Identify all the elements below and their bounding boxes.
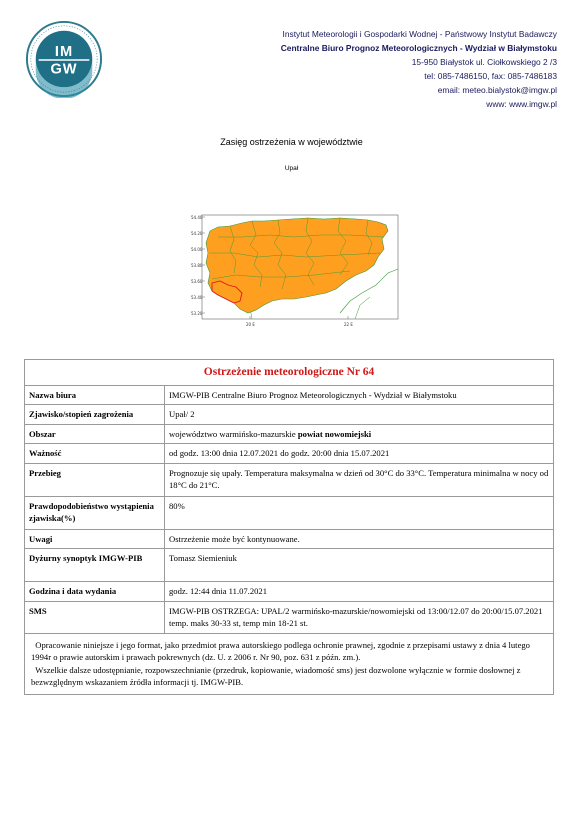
table-row (25, 496, 554, 529)
y-tick-label: 53.40 (191, 295, 203, 300)
y-tick-label: 54.20 (191, 231, 203, 236)
svg-text:GW: GW (50, 61, 78, 78)
copyright-text: Opracowanie niniejsze i jego format, jako przedmiot prawa autorskiego podlega ochronie prawnej, zgodnie z przepisami ustawy z dnia 4 lutego 1994r o prawie autorskim i prawach pokrewnych (dz. U. z 2006 r. Nr 90, poz. 631 z późn. zm.). (31, 639, 530, 662)
header-address: 15-950 Białystok ul. Ciołkowskiego 2 /3 (411, 57, 557, 67)
x-tick-label: 20 E (246, 322, 255, 327)
row-label: Obszar (25, 424, 165, 444)
x-tick-label: 22 E (344, 322, 353, 327)
table-row (25, 405, 554, 425)
row-label: SMS (25, 601, 165, 633)
row-label: Dyżurny synoptyk IMGW-PIB (25, 549, 165, 582)
header-institute-name: Instytut Meteorologii i Gospodarki Wodnej - Państwowy Instytut Badawczy (282, 29, 557, 39)
row-label: Przebieg (25, 463, 165, 496)
row-label: Ważność (25, 444, 165, 464)
table-row (25, 549, 554, 582)
table-row (25, 601, 554, 633)
area-region: województwo warmińsko-mazurskie (169, 428, 296, 439)
y-tick-label: 54.40 (191, 215, 203, 220)
row-value: Prognozuje się upały. Temperatura maksymalna w dzień od 30°C do 33°C. Temperatura minimalna w nocy od 18°C do 21°C. (165, 463, 554, 496)
svg-text:IM: IM (54, 44, 74, 61)
table-row (25, 582, 554, 602)
copyright-notice (25, 633, 554, 694)
table-row (25, 463, 554, 496)
table-row (25, 385, 554, 405)
warning-table (24, 359, 554, 695)
warning-area-map (190, 213, 400, 331)
row-value: Upał/ 2 (165, 405, 554, 425)
map-subtitle: Upał (284, 165, 299, 172)
row-value: od godz. 13:00 dnia 12.07.2021 do godz. 20:00 dnia 15.07.2021 (165, 444, 554, 464)
header-bureau-name: Centralne Biuro Prognoz Meteorologicznych - Wydział w Białymstoku (280, 43, 557, 53)
y-tick-label: 54.00 (191, 247, 203, 252)
table-row (25, 444, 554, 464)
table-row (25, 424, 554, 444)
row-label: Zjawisko/stopień zagrożenia (25, 405, 165, 425)
y-tick-label: 53.60 (191, 279, 203, 284)
imgw-logo (25, 20, 103, 98)
map-title: Zasięg ostrzeżenia w województwie (220, 137, 363, 147)
header-email: email: meteo.bialystok@imgw.pl (437, 85, 557, 95)
row-label: Uwagi (25, 529, 165, 549)
institute-header (137, 27, 557, 111)
row-value: IMGW-PIB OSTRZEGA: UPAL/2 warmińsko-mazurskie/nowomiejski od 13:00/12.07 do 20:00/15.07.2021 temp. maks 30-33 st, temp min 18-21 st. (165, 601, 554, 633)
row-value: Tomasz Siemieniuk (165, 549, 554, 582)
row-label: Godzina i data wydania (25, 582, 165, 602)
row-label: Prawdopodobieństwo wystąpienia zjawiska(%) (25, 496, 165, 529)
warning-title-row (25, 360, 554, 386)
row-value-area (165, 424, 554, 444)
row-value: IMGW-PIB Centralne Biuro Prognoz Meteorologicznych - Wydział w Białymstoku (165, 385, 554, 405)
y-tick-label: 53.20 (191, 311, 203, 316)
area-county: powiat nowomiejski (297, 428, 372, 439)
y-tick-label: 53.80 (191, 263, 203, 268)
footer-row (25, 633, 554, 694)
row-value: Ostrzeżenie może być kontynuowane. (165, 529, 554, 549)
table-row (25, 529, 554, 549)
row-label: Nazwa biura (25, 385, 165, 405)
distribution-text: Wszelkie dalsze udostępnianie, rozpowszechnianie (przedruk, kopiowanie, wiadomość sms) jest dozwolone wyłącznie w formie dosłownej z bezwzględnym wskazaniem źródła informacji tj. IMGW-PIB. (31, 664, 521, 687)
warning-title: Ostrzeżenie meteorologiczne Nr 64 (25, 360, 554, 386)
row-value: godz. 12:44 dnia 11.07.2021 (165, 582, 554, 602)
header-phone: tel: 085-7486150, fax: 085-7486183 (424, 71, 557, 81)
header-website: www: www.imgw.pl (486, 99, 557, 109)
row-value: 80% (165, 496, 554, 529)
